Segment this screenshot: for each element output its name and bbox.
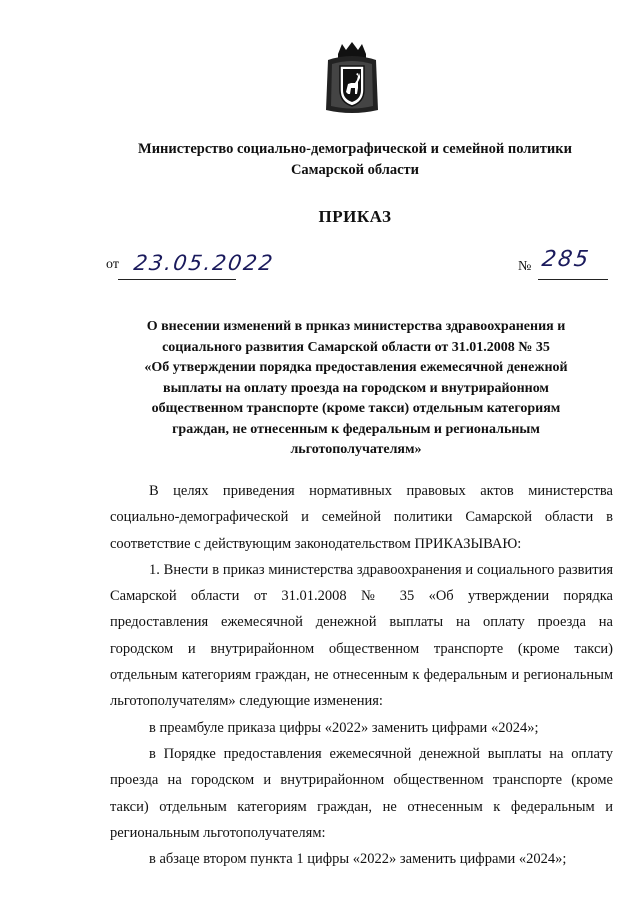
handwritten-number: 285 <box>540 247 592 272</box>
body-paragraph-item-1: 1. Внести в приказ министерства здравоохранения и социального развития Самарской области от 31.01.2008 № 35 «Об утверждении порядка предоставления ежемесячной денежной выплаты на оплату проезда на городском и внутрирайонном общественном транспорте (кроме такси) отдельным категориям граждан, не отнесенным к федеральным и региональным льготополучателям» следующие изменения: <box>110 561 613 710</box>
order-subject <box>100 317 612 461</box>
subject-line: льготополучателям» <box>290 442 422 457</box>
date-prefix: от <box>106 257 119 272</box>
ministry-line-2: Самарской области <box>290 162 420 178</box>
subject-line: социального развития Самарской области от 31.01.2008 № 35 <box>162 339 550 355</box>
subject-line: граждан, не отнесенным к федеральным и региональным <box>172 421 540 437</box>
subject-line: общественном транспорте (кроме такси) отдельным категориям <box>151 401 561 416</box>
number-underline <box>538 279 608 280</box>
body-paragraph-change-3: в абзаце втором пункта 1 цифры «2022» заменить цифрами «2024»; <box>149 851 567 868</box>
order-title: ПРИКАЗ <box>318 207 392 226</box>
subject-line: выплаты на оплату проезда на городском и внутрирайонном <box>163 380 549 396</box>
order-body <box>110 478 613 872</box>
ministry-name <box>80 139 630 181</box>
ministry-line-1: Министерство социально-демографической и семейной политики <box>138 141 572 157</box>
date-underline <box>118 279 236 280</box>
body-paragraph-preamble: В целях приведения нормативных правовых актов министерства социально-демографической и семейной политики Самарской области в соответствие с действующим законодательством ПРИКАЗЫВАЮ: <box>110 483 613 552</box>
coat-of-arms-icon <box>324 40 380 116</box>
body-paragraph-change-2: в Порядке предоставления ежемесячной денежной выплаты на оплату проезда на городском и внутрирайонном общественном транспорте (кроме такси) отдельным категориям граждан, не отнесенным к федеральным и региональным льготополучателям: <box>110 745 613 841</box>
body-paragraph-change-1: в преамбуле приказа цифры «2022» заменить цифрами «2024»; <box>149 719 539 736</box>
handwritten-date: 23.05.2022 <box>132 251 276 275</box>
subject-line: О внесении изменений в прнказ министерства здравоохранения и <box>146 319 566 334</box>
number-prefix: № <box>518 259 532 274</box>
subject-line: «Об утверждении порядка предоставления ежемесячной денежной <box>144 360 568 375</box>
